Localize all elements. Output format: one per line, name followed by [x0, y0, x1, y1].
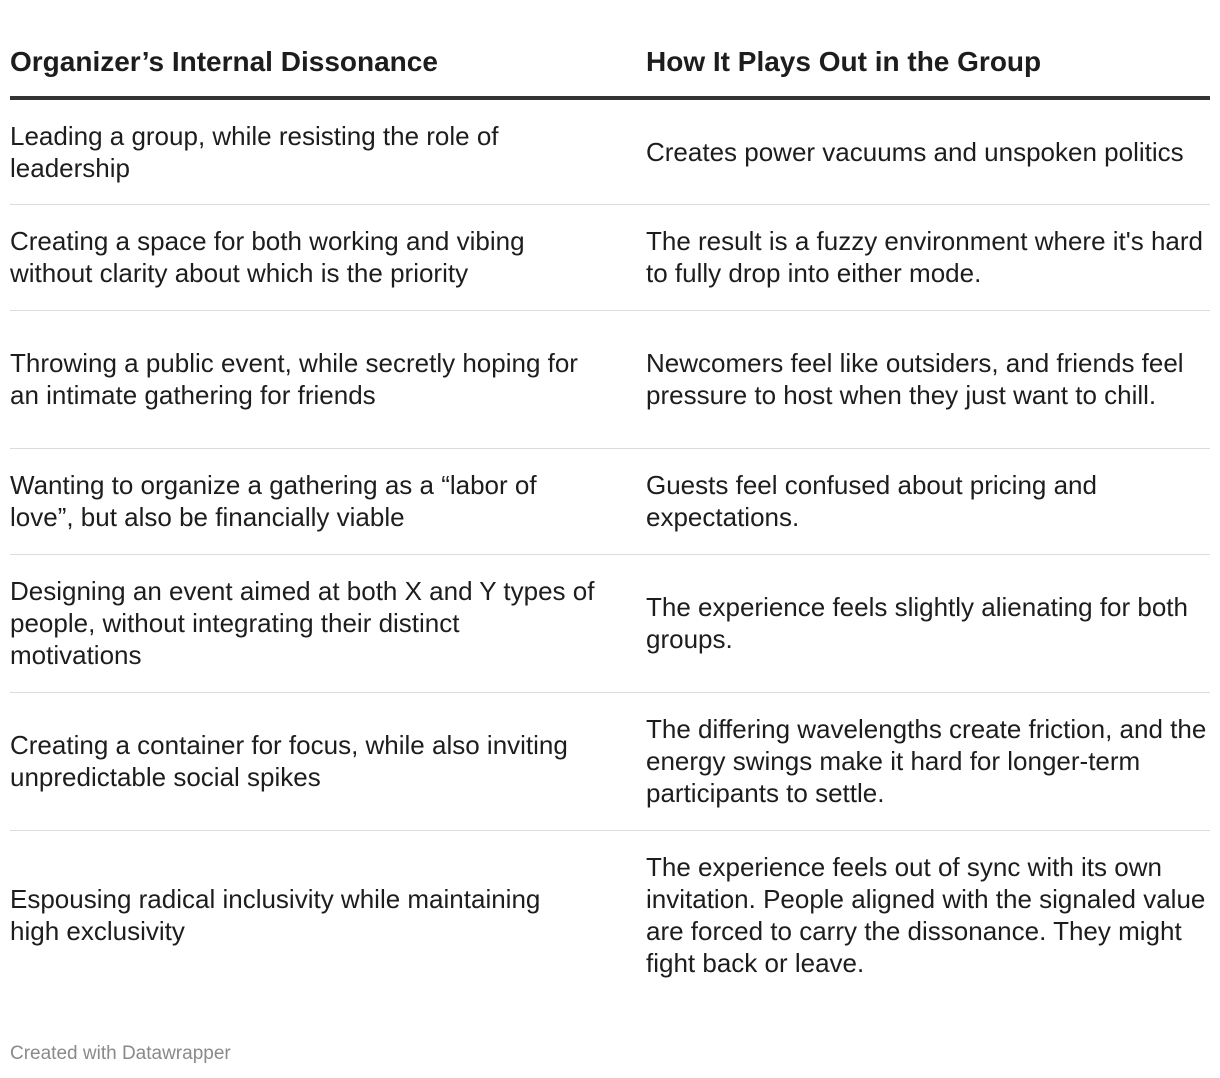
- table-row: [10, 448, 1210, 554]
- table-row: [10, 692, 1210, 830]
- dissonance-table: [10, 34, 1210, 1000]
- column-header-dissonance: Organizer’s Internal Dissonance: [10, 34, 646, 98]
- table-row: [10, 204, 1210, 310]
- column-header-outcome: How It Plays Out in the Group: [646, 34, 1210, 98]
- dissonance-cell: Throwing a public event, while secretly hoping for an intimate gathering for friends: [10, 348, 578, 410]
- outcome-cell: The experience feels slightly alienating for both groups.: [646, 592, 1188, 654]
- table-row: [10, 310, 1210, 448]
- table-body: [10, 98, 1210, 1000]
- outcome-cell: The result is a fuzzy environment where it's hard to fully drop into either mode.: [646, 226, 1203, 288]
- dissonance-cell: Espousing radical inclusivity while maintaining high exclusivity: [10, 884, 541, 947]
- outcome-cell: The differing wavelengths create friction, and the energy swings make it hard for longer-term participants to settle.: [646, 714, 1207, 808]
- dissonance-cell: Designing an event aimed at both X and Y types of people, without integrating their distinct motivations: [10, 576, 595, 670]
- dissonance-cell: Creating a container for focus, while also inviting unpredictable social spikes: [10, 730, 568, 792]
- outcome-cell: The experience feels out of sync with its own invitation. People aligned with the signaled value are forced to carry the dissonance. They might fight back or leave.: [646, 852, 1206, 979]
- datawrapper-credit: Created with Datawrapper: [10, 1043, 231, 1064]
- table-header: [10, 34, 1210, 98]
- outcome-cell: Guests feel confused about pricing and expectations.: [646, 470, 1097, 532]
- header-row: [10, 34, 1210, 98]
- dissonance-cell: Leading a group, while resisting the role of leadership: [10, 120, 499, 183]
- dissonance-cell: Creating a space for both working and vibing without clarity about which is the priority: [10, 226, 525, 288]
- table-row: [10, 830, 1210, 1000]
- outcome-cell: Creates power vacuums and unspoken politics: [646, 136, 1184, 167]
- dissonance-cell: Wanting to organize a gathering as a “labor of love”, but also be financially viable: [10, 470, 537, 532]
- table-row: [10, 554, 1210, 692]
- outcome-cell: Newcomers feel like outsiders, and friends feel pressure to host when they just want to chill.: [646, 348, 1184, 410]
- table-row: [10, 98, 1210, 204]
- dissonance-table-container: [10, 34, 1210, 1000]
